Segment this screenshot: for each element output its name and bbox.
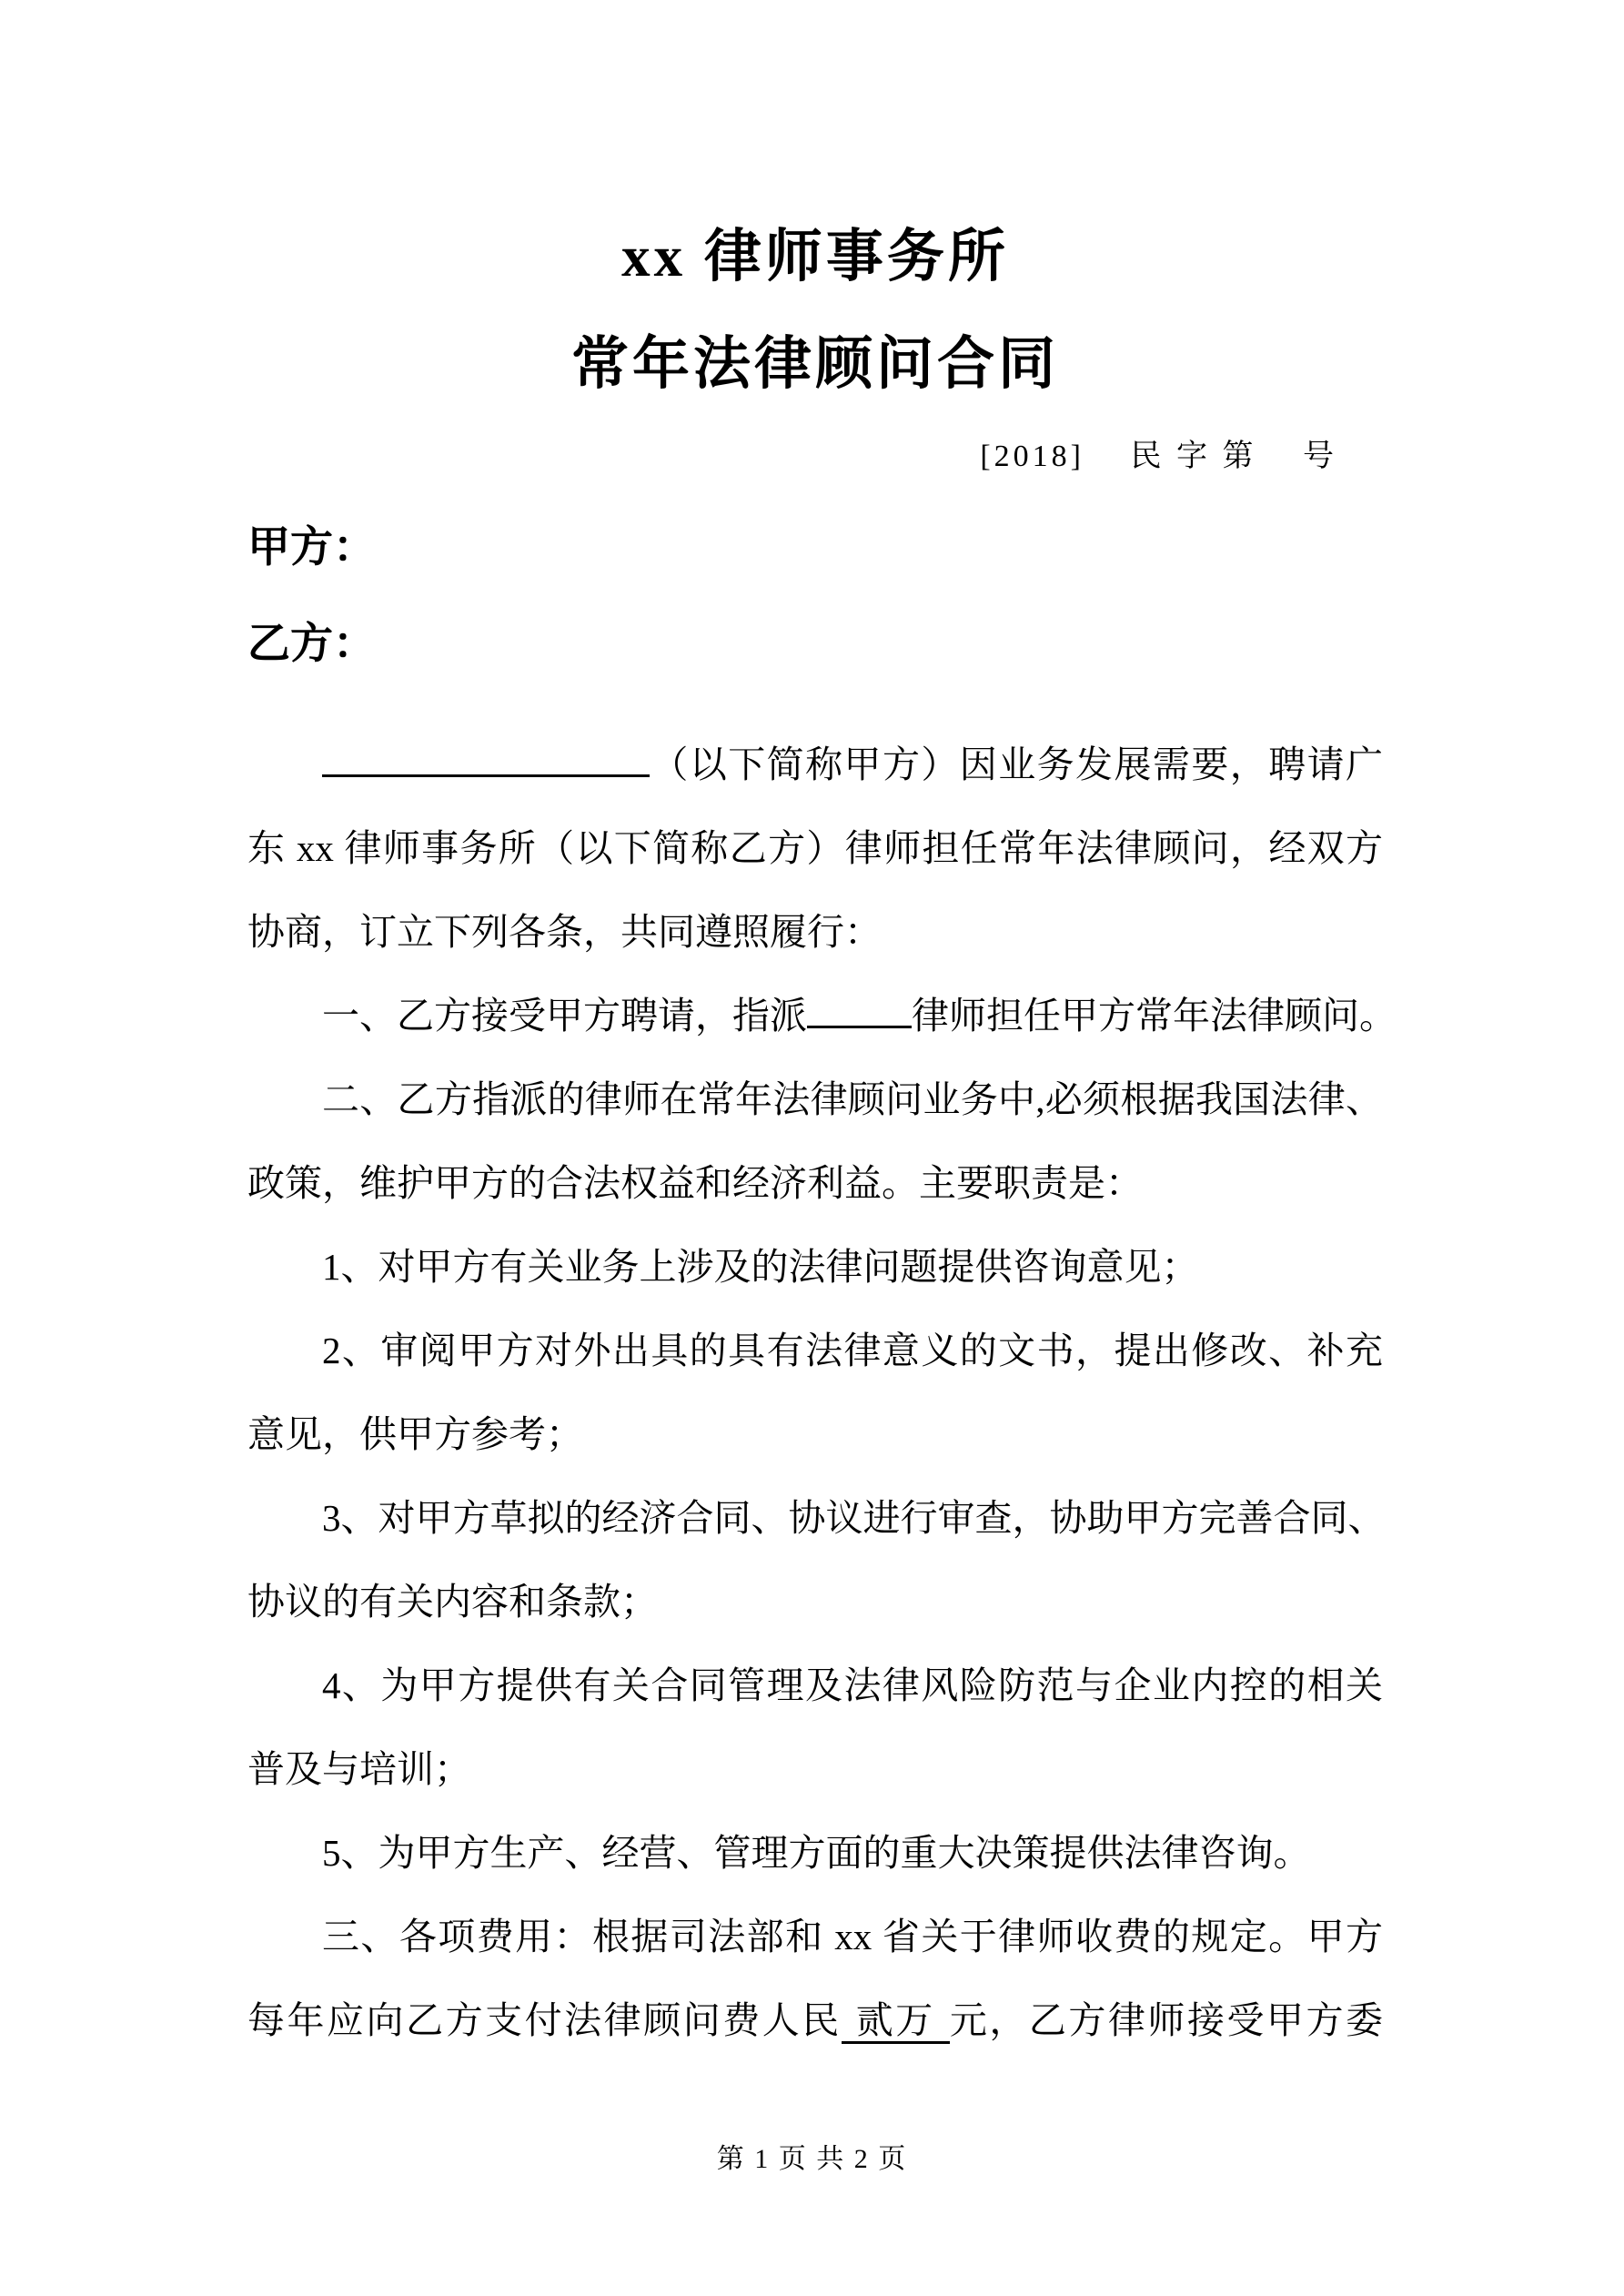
underlined-value: 贰万 (842, 1999, 950, 2044)
contract-line (247, 1978, 1383, 2062)
contract-line (247, 1057, 1383, 1141)
party-b-label: 乙方： (247, 621, 376, 668)
contract-line (247, 974, 1397, 1057)
line-text: 律师担任甲方常年法律顾问。 (912, 995, 1397, 1037)
contract-line (247, 1392, 1383, 1476)
contract-line (247, 723, 1383, 806)
contract-line (247, 1811, 1383, 1895)
line-text: （以下简称甲方）因业务发展需要，聘请广 (650, 743, 1383, 785)
blank-underline-field (807, 989, 912, 1028)
line-text: 3、对甲方草拟的经济合同、协议进行审查，协助甲方完善合同、 (322, 1497, 1386, 1539)
contract-line (247, 1895, 1383, 1978)
contract-line (247, 890, 1383, 974)
line-text: 普及与培训； (247, 1748, 471, 1790)
line-text: 元，乙方律师接受甲方委 (949, 1999, 1384, 2041)
line-text: 协议的有关内容和条款； (247, 1581, 658, 1623)
page-content (0, 224, 1624, 2062)
contract-line (247, 806, 1383, 890)
line-text: 意见，供甲方参考； (247, 1413, 583, 1455)
line-text: 5、为甲方生产、经营、管理方面的重大决策提供法律咨询。 (322, 1832, 1311, 1874)
contract-line (247, 1560, 1383, 1644)
line-text: 三、各项费用：根据司法部和 xx 省关于律师收费的规定。甲方 (322, 1916, 1383, 1957)
document-subtitle: 常年法律顾问合同 (571, 332, 1059, 396)
line-text: 1、对甲方有关业务上涉及的法律问题提供咨询意见； (322, 1246, 1199, 1288)
contract-line (247, 1727, 1383, 1811)
line-text: 一、乙方接受甲方聘请，指派 (322, 995, 807, 1037)
party-a-label: 甲方： (247, 524, 376, 571)
contract-line (247, 1225, 1383, 1309)
page-number-footer: 第 1 页 共 2 页 (716, 2144, 908, 2174)
line-text: 二、乙方指派的律师在常年法律顾问业务中,必须根据我国法律、 (322, 1078, 1383, 1120)
contract-body (247, 723, 1397, 2062)
line-text: 每年应向乙方支付法律顾问费人民 (247, 1999, 842, 2041)
line-text: 协商，订立下列各条，共同遵照履行： (247, 911, 882, 953)
reference-number: [2018] 民 字 第 号 (980, 440, 1337, 473)
line-text: 政策，维护甲方的合法权益和经济利益。主要职责是： (247, 1162, 1143, 1204)
contract-line (247, 1644, 1383, 1727)
contract-line (247, 1141, 1383, 1225)
line-text: 2、审阅甲方对外出具的具有法律意义的文书，提出修改、补充 (322, 1330, 1383, 1371)
contract-line (247, 1476, 1386, 1560)
line-text: 东 xx 律师事务所（以下简称乙方）律师担任常年法律顾问，经双方 (247, 827, 1383, 869)
document-title: xx 律师事务所 (621, 225, 1009, 288)
blank-underline-field (322, 738, 650, 777)
contract-line (247, 1309, 1383, 1392)
line-text: 4、为甲方提供有关合同管理及法律风险防范与企业内控的相关 (322, 1664, 1383, 1706)
